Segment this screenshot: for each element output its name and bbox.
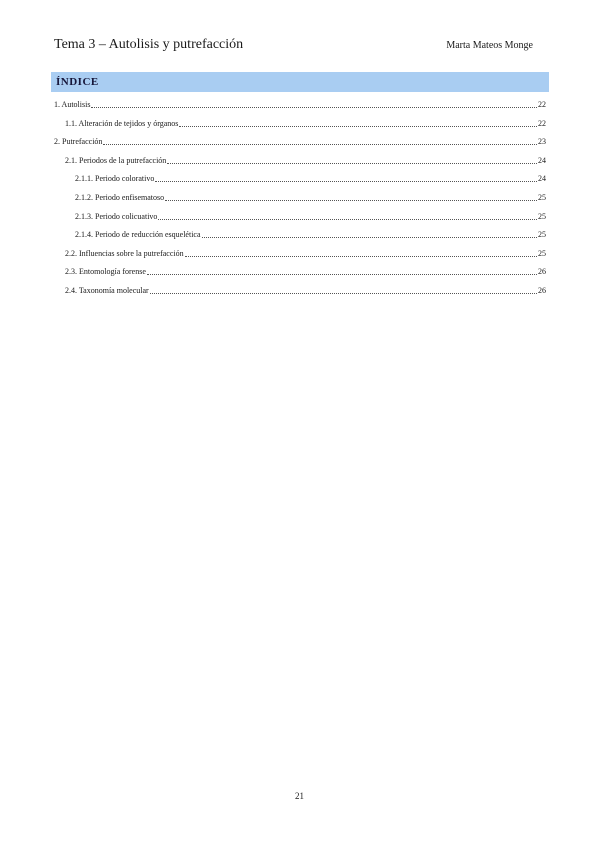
toc-dot-leader	[167, 155, 537, 164]
toc-dot-leader	[202, 229, 537, 238]
toc-entry-page: 22	[538, 100, 546, 109]
toc-entry-page: 24	[538, 155, 546, 165]
toc-entry-label: 2.1.1. Periodo colorativo	[75, 174, 155, 184]
toc-entry-page: 26	[538, 286, 546, 295]
toc-dot-leader	[165, 192, 537, 201]
toc-entry-page: 25	[538, 230, 546, 240]
author-name: Marta Mateos Monge	[446, 40, 533, 51]
toc-entry[interactable]	[65, 285, 546, 297]
toc-entry-label: 2.2. Influencias sobre la putrefacción	[65, 248, 184, 258]
toc-entry-page: 24	[538, 174, 546, 184]
toc-entry-label: 2.4. Taxonomía molecular	[65, 286, 149, 295]
toc-entry[interactable]	[54, 99, 546, 111]
toc-entry-page: 25	[538, 193, 546, 202]
toc-entry-label: 2.3. Entomología forense	[65, 267, 146, 277]
toc-entry-page: 25	[538, 211, 546, 221]
toc-dot-leader	[179, 118, 537, 127]
toc-entry-label: 2.1.4. Periodo de reducción esquelética	[75, 230, 201, 240]
document-title: Tema 3 – Autolisis y putrefacción	[54, 37, 244, 52]
toc-entry-page: 23	[538, 137, 546, 147]
toc-entry-label: 2.1.3. Periodo colicuativo	[75, 211, 158, 221]
toc-entry[interactable]	[75, 173, 546, 185]
toc-dot-leader	[155, 173, 537, 182]
toc-entry[interactable]	[65, 155, 546, 167]
toc-entry-page: 26	[538, 267, 546, 277]
toc-entry-label: 2.1. Periodos de la putrefacción	[65, 155, 167, 165]
toc-entry-label: 2. Putrefacción	[54, 137, 103, 147]
page-number: 21	[295, 791, 304, 801]
toc-dot-leader	[150, 285, 537, 294]
toc-dot-leader	[158, 211, 537, 220]
toc-entry[interactable]	[65, 248, 546, 260]
toc-entry-label: 1.1. Alteración de tejidos y órganos	[65, 118, 179, 128]
toc-entry[interactable]	[65, 266, 546, 278]
toc-entry-page: 25	[538, 248, 546, 258]
toc-entry-label: 1. Autolisis	[54, 100, 91, 109]
toc-entry[interactable]	[75, 192, 546, 204]
toc-entry[interactable]	[65, 118, 546, 130]
toc-entry[interactable]	[75, 211, 546, 223]
index-heading: ÍNDICE	[56, 76, 99, 88]
toc-entry-page: 22	[538, 118, 546, 128]
toc-dot-leader	[103, 136, 537, 145]
toc-dot-leader	[185, 248, 537, 257]
toc-entry[interactable]	[54, 136, 546, 148]
toc-dot-leader	[91, 99, 537, 108]
toc-entry-label: 2.1.2. Periodo enfisematoso	[75, 193, 165, 202]
toc-entry[interactable]	[75, 229, 546, 241]
toc-dot-leader	[147, 266, 537, 275]
